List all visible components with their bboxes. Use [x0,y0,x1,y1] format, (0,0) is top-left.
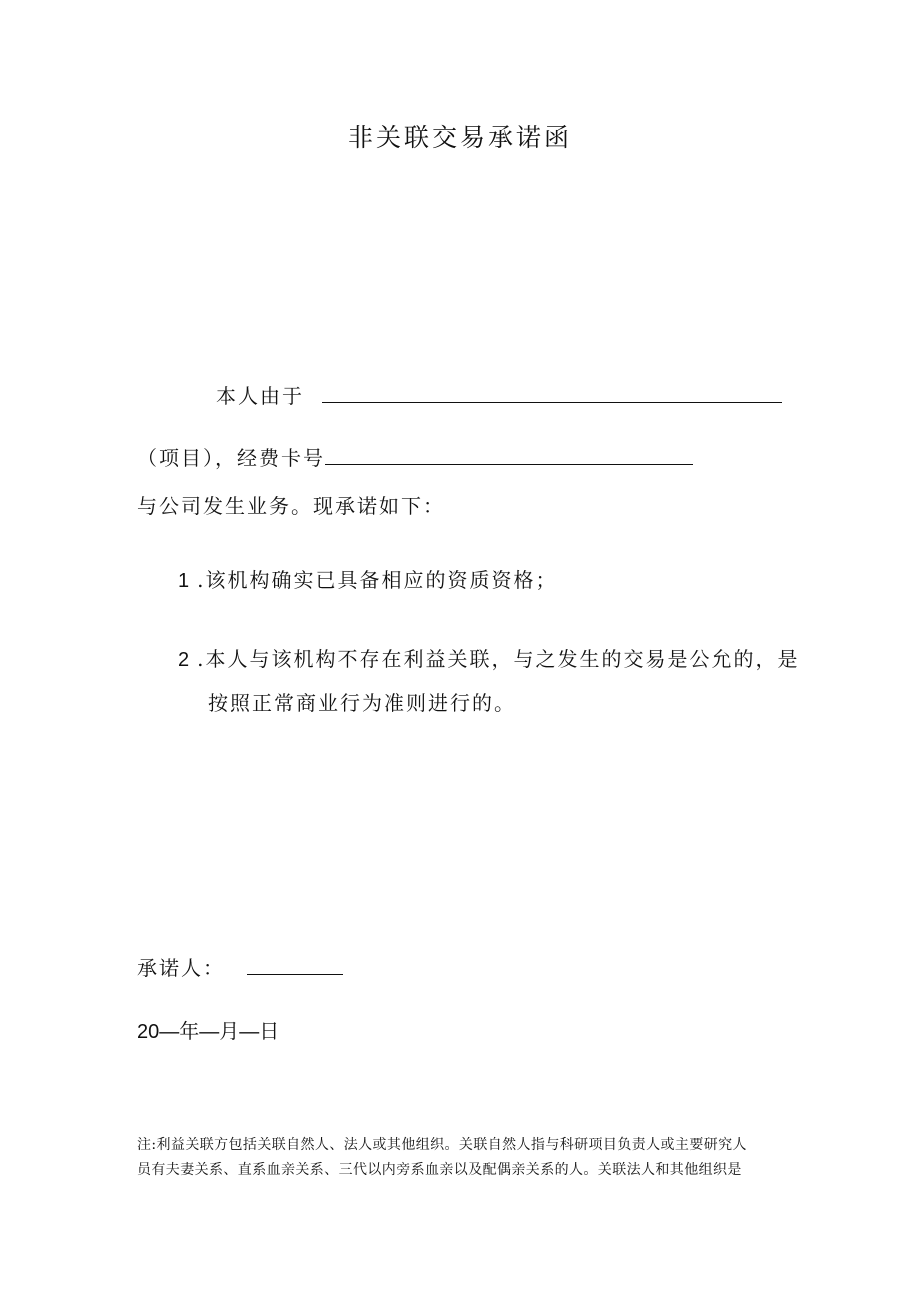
line-project [137,444,693,472]
commitment-item-1 [178,566,557,595]
reason-label: 本人由于 [216,384,304,408]
date-line: 20—年—月—日 [137,1021,280,1043]
item-text: .该机构确实已具备相应的资质资格； [197,568,558,592]
footnote-line-2: 员有夫妻关系、直系血亲关系、三代以内旁系血亲以及配偶亲关系的人。关联法人和其他组织是 [137,1162,742,1178]
line-reason [216,382,782,410]
project-card-label: （项目），经费卡号 [137,446,325,470]
card-number-blank-field[interactable] [325,444,693,465]
item-number: 2 [178,649,190,671]
signer-label: 承诺人： [137,956,225,980]
line-commitment-intro: 与公司发生业务。现承诺如下： [137,494,445,518]
footnote [137,1133,797,1183]
signer-blank-field[interactable] [247,954,343,975]
reason-blank-field[interactable] [322,382,782,403]
commitment-item-2-continued: 按照正常商业行为准则进行的。 [208,691,516,715]
commitment-item-2 [178,645,799,674]
document-title: 非关联交易承诺函 [347,123,572,152]
footnote-line-1: 注:利益关联方包括关联自然人、法人或其他组织。关联自然人指与科研项目负责人或主要研究人 [137,1137,747,1153]
signer-line [137,954,343,982]
item-text: .本人与该机构不存在利益关联，与之发生的交易是公允的，是 [197,647,800,671]
item-number: 1 [178,570,190,592]
